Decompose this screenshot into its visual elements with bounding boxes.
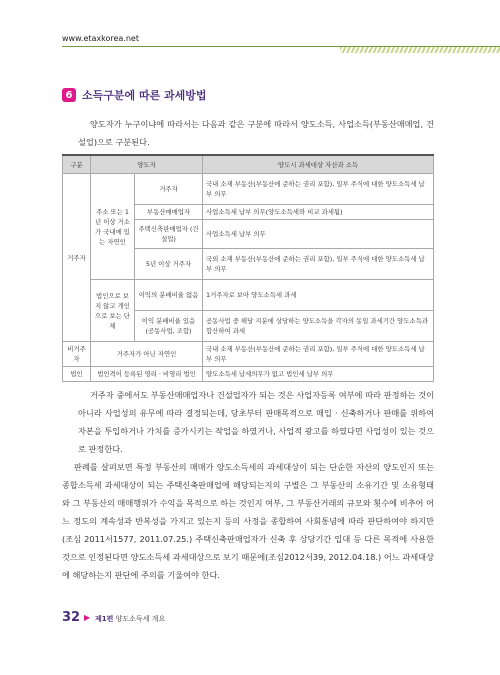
table-row (63, 367, 434, 382)
section-heading (62, 87, 207, 103)
row-desc: 국내 소재 부동산(부동산에 준하는 권리 포함), 일부 주식에 대한 양도소득세 납부 의무 (203, 174, 434, 205)
row-sub: 이익 분배비율 있음 (공동사업, 조합) (135, 311, 203, 342)
footer-arrow-icon: ▶ (84, 613, 91, 622)
row-desc: 사업소득세 납부 의무(양도소득세와 비교 과세됨) (203, 205, 434, 220)
row-sub: 거주자 (135, 174, 203, 205)
row-desc: 1거주자로 보아 양도소득세 과세 (203, 280, 434, 311)
nonbiz-group-label: 법인으로 보지 않고 개인으로 보는 단체 (91, 280, 135, 342)
table-row (63, 174, 434, 205)
row-sub: 거주자가 아닌 자연인 (91, 342, 203, 367)
row-desc: 양도소득세 납세의무가 없고 법인세 납부 의무 (203, 367, 434, 382)
page-number: 32 (62, 610, 81, 625)
row-desc: 국외 소재 부동산(부동산에 준하는 권리 포함), 일부 주식에 대한 양도소득세 납부 의무 (203, 249, 434, 280)
body-paragraph: 거주자 중에서도 부동산매매업자나 건설업자가 되는 것은 사업자등록 여부에 따라 판정하는 것이 아니라 사업성의 유무에 따라 결정되는데, 당초부터 판매목적으로 매입 · 신축하거나 판매를 위하여 자본을 투입하거나 가치를 증가시키는 작업을 하였거나, 사업적 광고를 하였다면 사업성이 있는 것으로 판정한다. (78, 390, 434, 454)
header-bar (0, 46, 500, 54)
row-sub: 이익의 분배비율 없음 (135, 280, 203, 311)
table-header-row (63, 155, 434, 174)
row-sub: 부동산매매업자 (135, 205, 203, 220)
row-desc: 공동사업 중 해당 지분에 상당하는 양도소득을 각자의 동일 과세기간 양도소득과 합산하여 과세 (203, 311, 434, 342)
section-title: 소득구분에 따른 과세방법 (82, 89, 207, 102)
site-url: www.etaxkorea.net (62, 34, 139, 43)
row-desc: 사업소득세 납부 의무 (203, 220, 434, 249)
resident-label: 거주자 (63, 174, 91, 342)
header-category: 구분 (63, 155, 91, 174)
nonresident-label: 비거주자 (63, 342, 91, 367)
individual-group-label: 주소 또는 1년 이상 거소가 국내에 있는 자연인 (91, 174, 135, 280)
intro-paragraph: 양도자가 누구이냐에 따라서는 다음과 같은 구분에 따라서 양도소득, 사업소득(부동산매매업, 건설업)으로 구분된다. (78, 119, 434, 147)
header-taxable-income: 양도시 과세대상 자산과 소득 (203, 155, 434, 174)
tax-table (62, 154, 434, 382)
chapter-title: 양도소득세 개요 (115, 615, 166, 623)
row-sub: 주택신축판매업자 (건설업) (135, 220, 203, 249)
corporation-label: 법인 (63, 367, 91, 382)
row-sub: 5년 이상 거주자 (135, 249, 203, 280)
chapter-number: 제1편 (95, 615, 114, 623)
table-row (63, 342, 434, 367)
header-transferor: 양도자 (91, 155, 203, 174)
body-paragraph: 판례를 살펴보면 특정 부동산의 매매가 양도소득세의 과세대상이 되는 단순한 자산의 양도인지 또는 종합소득세 과세대상이 되는 주택신축판매업에 해당되는지의 구별은 그 부동산의 소유기간 및 소유형태와 그 부동산의 매매행위가 수익을 목적으로 하는 것인지 여부, 그 부동산거래의 규모와 횟수에 비추어 어느 정도의 계속성과 반복성을 가지고 있는지 등의 사정을 종합하여 사회통념에 따라 판단하여야 하지만(조심 2011서1577, 2011.07.25.) 주택신축판매업자가 신축 후 상당기간 입대 등 다른 목적에 사용한 것으로 인정된다면 양도소득세 과세대상으로 보기 때문에(조심2012서39, 2012.04.18.) 어느 과세대상에 해당하는지 판단에 주의를 기울여야 한다. (62, 462, 434, 580)
row-sub: 법인격이 등록된 영리 · 비영리 법인 (91, 367, 203, 382)
header-stripes (340, 47, 500, 53)
footer-chapter (95, 614, 165, 624)
table-row (63, 280, 434, 311)
section-number-badge: 6 (62, 88, 76, 102)
row-desc: 국내 소재 부동산(부동산에 준하는 권리 포함), 일부 주식에 대한 양도소득세 납부 의무 (203, 342, 434, 367)
